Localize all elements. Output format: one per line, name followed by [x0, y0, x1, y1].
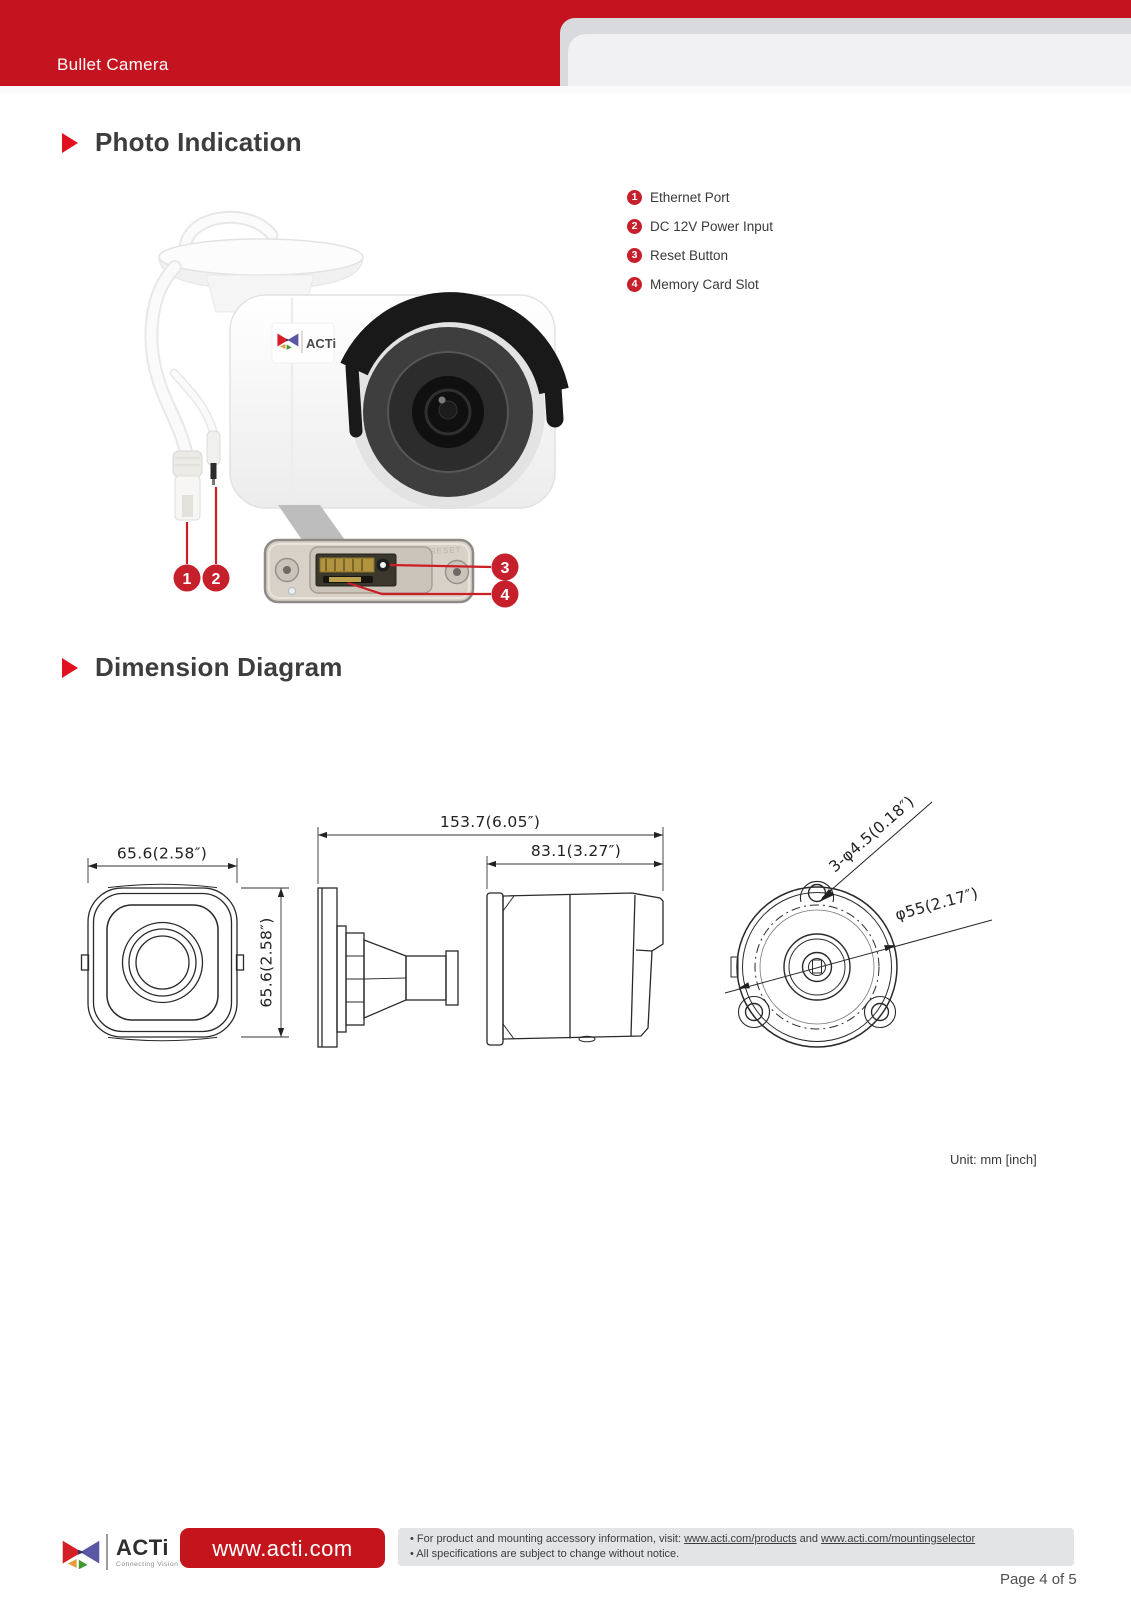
website-button[interactable]: www.acti.com — [180, 1528, 385, 1568]
acti-body-logo-text: ACTi — [306, 336, 337, 351]
logo-divider — [106, 1534, 108, 1570]
acti-logo — [62, 1534, 178, 1570]
section-bullet-icon — [62, 658, 78, 678]
section-bullet-icon — [62, 133, 78, 153]
legend-label: DC 12V Power Input — [650, 219, 774, 234]
note1-middle: and — [796, 1533, 822, 1545]
header-tab-shape-inner — [568, 34, 1131, 86]
memory-card-edge — [329, 577, 361, 582]
products-link[interactable]: www.acti.com/products — [684, 1533, 797, 1545]
reset-ghost-label: RESET — [429, 545, 462, 556]
acti-butterfly-icon — [62, 1536, 100, 1569]
photo-indication-legend — [627, 190, 773, 306]
page-indicator: Page 4 of 5 — [1000, 1571, 1077, 1588]
footer-note-line1 — [410, 1532, 1062, 1547]
dim-side-total: 153.7(6.05″) — [439, 813, 541, 831]
front-view — [82, 884, 244, 1040]
acti-body-logo — [272, 323, 336, 363]
photo-indication-heading — [62, 127, 302, 158]
svg-text:1: 1 — [182, 571, 192, 588]
card-connector — [320, 558, 374, 572]
page-title: Bullet Camera — [57, 55, 169, 74]
dc-power-jack — [207, 431, 220, 485]
legend-item — [627, 219, 773, 234]
callout-wedge — [278, 505, 345, 540]
dim-front-height: 65.6(2.58″) — [257, 917, 276, 1008]
legend-badge: 4 — [627, 277, 642, 292]
bottom-panel-inset — [265, 540, 473, 602]
side-view — [318, 888, 663, 1047]
section-title: Photo Indication — [95, 127, 302, 157]
logo-tagline: Connecting Vision — [116, 1560, 179, 1568]
footer-notes — [398, 1528, 1074, 1566]
legend-item — [627, 277, 773, 292]
legend-badge: 1 — [627, 190, 642, 205]
legend-label: Reset Button — [650, 248, 729, 263]
dim-side-body: 83.1(3.27″) — [530, 842, 622, 860]
rear-view — [731, 881, 897, 1047]
legend-badge: 3 — [627, 248, 642, 263]
header-divider — [0, 86, 1131, 93]
dim-front-width: 65.6(2.58″) — [116, 844, 208, 863]
reset-button-cap[interactable] — [380, 562, 386, 568]
svg-text:4: 4 — [500, 587, 510, 604]
svg-text:2: 2 — [211, 571, 221, 588]
legend-label: Ethernet Port — [650, 190, 730, 205]
dim-rear-diameter: φ55(2.17″) — [893, 884, 981, 925]
legend-label: Memory Card Slot — [650, 277, 759, 292]
footer-note-line2: • All specifications are subject to change without notice. — [410, 1548, 680, 1560]
note1-prefix: • For product and mounting accessory information, visit: — [410, 1533, 685, 1545]
section-title: Dimension Diagram — [95, 652, 343, 682]
dimension-drawing — [60, 770, 1070, 1100]
legend-item — [627, 190, 773, 205]
mountingselector-link[interactable]: www.acti.com/mountingselector — [821, 1533, 976, 1545]
logo-wordmark: ACTi — [116, 1534, 169, 1560]
camera-photo — [130, 195, 610, 620]
legend-item — [627, 248, 773, 263]
page-header — [0, 0, 1131, 86]
dim-rear-holes: 3-φ4.5(0.18″) — [825, 792, 918, 877]
camera-cables — [151, 267, 213, 457]
unit-note: Unit: mm [inch] — [950, 1152, 1037, 1167]
dimension-diagram-heading — [62, 652, 343, 683]
ethernet-connector — [173, 451, 202, 520]
svg-text:3: 3 — [500, 560, 510, 577]
camera-body — [230, 295, 555, 509]
legend-badge: 2 — [627, 219, 642, 234]
